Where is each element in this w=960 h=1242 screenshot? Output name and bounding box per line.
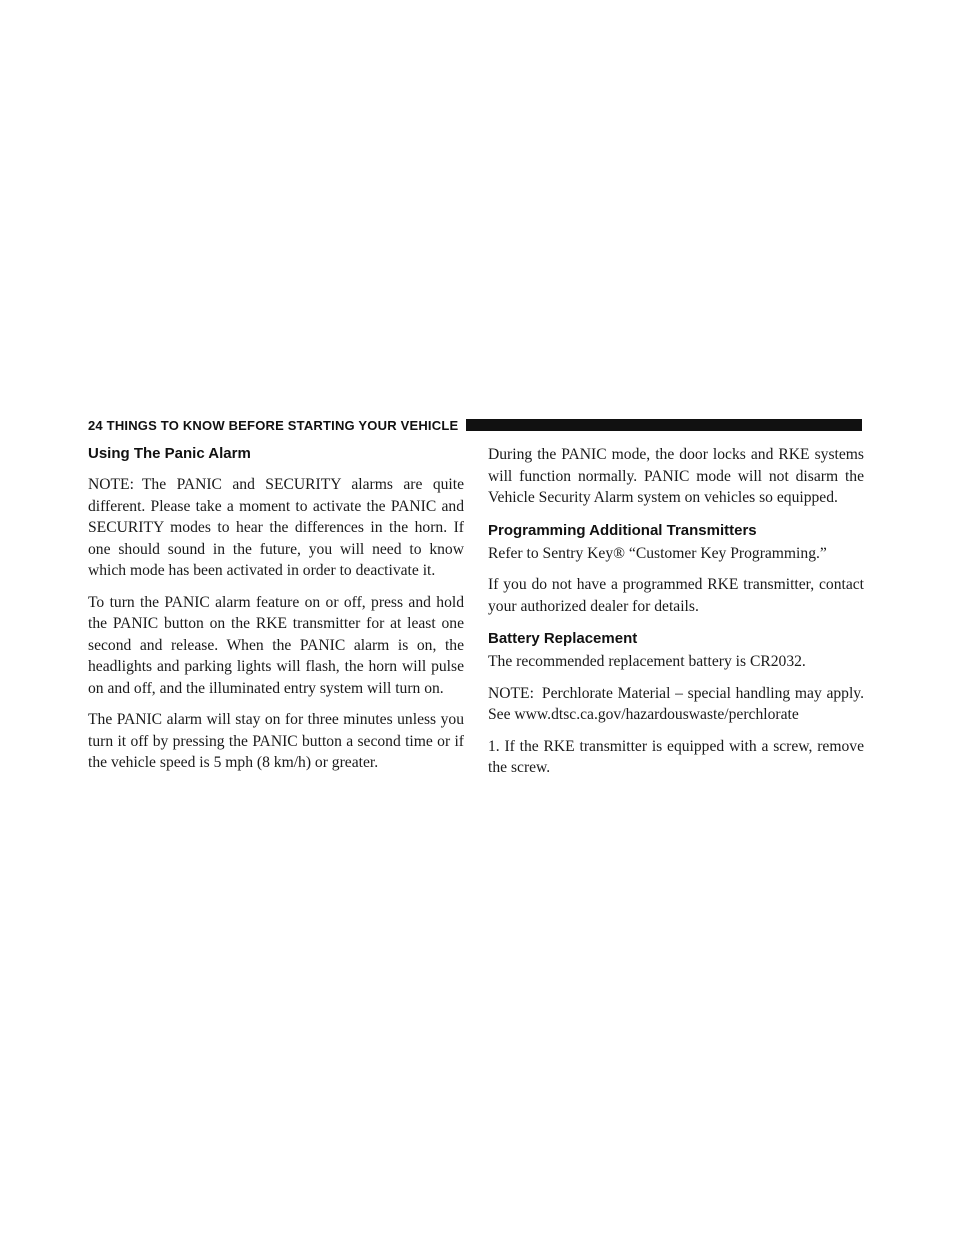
paragraph-battery-type: The recommended replacement battery is CR2032. — [488, 653, 806, 670]
section-heading-programming-transmitters: Programming Additional Transmitters — [488, 521, 757, 539]
page-header — [88, 415, 862, 435]
section-heading-panic-alarm: Using The Panic Alarm — [88, 445, 251, 462]
note-panic-security — [88, 474, 464, 582]
paragraph-no-transmitter: If you do not have a programmed RKE transmitter, contact your authorized dealer for details. — [488, 576, 864, 615]
left-column — [88, 444, 464, 784]
right-column — [488, 444, 864, 789]
note-text: Perchlorate Material – special handling may apply. See www.dtsc.ca.gov/hazardouswaste/perchlorate — [488, 684, 864, 723]
paragraph-sentry-key: Refer to Sentry Key® “Customer Key Programming.” — [488, 544, 827, 562]
note-label: NOTE: — [488, 684, 534, 702]
page-number-section-title: 24 THINGS TO KNOW BEFORE STARTING YOUR VEHICLE — [88, 417, 459, 433]
note-text: The PANIC and SECURITY alarms are quite different. Please take a moment to activate the PANIC and SECURITY modes to hear the differences in the horn. If one should sound in the future, you will need to know which mode has been activated in order to deactivate it. — [88, 476, 464, 579]
paragraph-panic-duration: The PANIC alarm will stay on for three minutes unless you turn it off by pressing the PANIC button a second time or if the vehicle speed is 5 mph (8 km/h) or greater. — [88, 711, 464, 771]
note-label: NOTE: — [88, 476, 134, 493]
paragraph-step-1: 1. If the RKE transmitter is equipped with a screw, remove the screw. — [488, 737, 864, 776]
paragraph-panic-mode: During the PANIC mode, the door locks and RKE systems will function normally. PANIC mode will not disarm the Vehicle Security Alarm system on vehicles so equipped. — [488, 446, 864, 506]
header-rule — [466, 419, 862, 431]
note-perchlorate — [488, 683, 864, 726]
paragraph-panic-on-off: To turn the PANIC alarm feature on or off, press and hold the PANIC button on the RKE transmitter for at least one second and release. When the PANIC alarm is on, the headlights and parking lights will flash, the horn will pulse on and off, and the illuminated entry system will turn on. — [88, 593, 464, 697]
section-heading-battery-replacement: Battery Replacement — [488, 630, 638, 647]
